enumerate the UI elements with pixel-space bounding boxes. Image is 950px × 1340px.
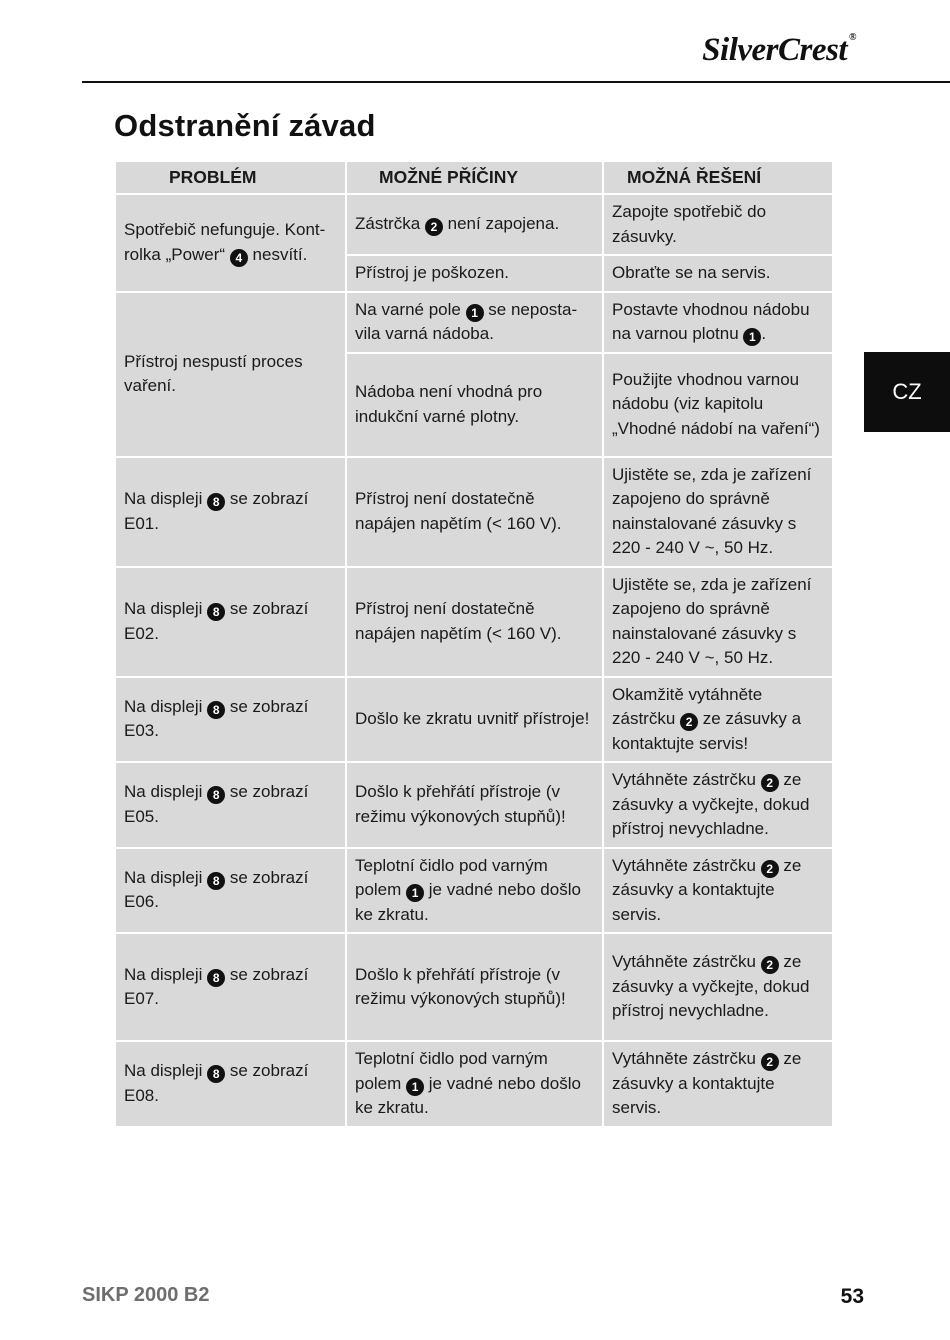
footer-model: SIKP 2000 B2: [82, 1284, 210, 1306]
table-row: [116, 458, 832, 566]
problem-cell: Na displeji 8 se zobrazí E08.: [116, 1042, 345, 1126]
header-solutions: MOŽNÁ ŘEŠENÍ: [604, 162, 832, 193]
cause-cell: Přístroj není dostatečně napájen napětím (< 160 V).: [347, 458, 602, 566]
solution-cell: Vytáhněte zástrčku 2 ze zásuvky a kontaktujte servis.: [604, 1042, 832, 1126]
solution-cell: Obraťte se na servis.: [604, 256, 832, 291]
reference-number-icon: 8: [207, 493, 225, 511]
brand-name: SilverCrest: [702, 32, 848, 68]
reference-number-icon: 2: [761, 956, 779, 974]
cause-cell: Teplotní čidlo pod varným polem 1 je vadné nebo došlo ke zkratu.: [347, 849, 602, 933]
table-row: [116, 195, 832, 254]
reference-number-icon: 2: [680, 713, 698, 731]
problem-cell: Spotřebič nefunguje. Kont-rolka „Power“ 4 nesvítí.: [116, 195, 345, 291]
header-causes: MOŽNÉ PŘÍČINY: [347, 162, 602, 193]
table-row: [116, 849, 832, 933]
problem-cell: Na displeji 8 se zobrazí E07.: [116, 934, 345, 1040]
cause-cell: Došlo k přehřátí přístroje (v režimu výkonových stupňů)!: [347, 934, 602, 1040]
table-row: [116, 1042, 832, 1126]
reference-number-icon: 2: [761, 860, 779, 878]
reference-number-icon: 2: [761, 774, 779, 792]
page-title: Odstranění závad: [114, 108, 376, 143]
reference-number-icon: 8: [207, 786, 225, 804]
table-row: [116, 934, 832, 1040]
cause-cell: Přístroj je poškozen.: [347, 256, 602, 291]
page-number: 53: [840, 1285, 864, 1308]
solution-cell: Postavte vhodnou nádobu na varnou plotnu 1 .: [604, 293, 832, 352]
reference-number-icon: 1: [466, 304, 484, 322]
table-row: [116, 763, 832, 847]
header-rule: [82, 81, 950, 83]
brand-logo: [702, 32, 856, 69]
problem-cell: Na displeji 8 se zobrazí E02.: [116, 568, 345, 676]
problem-cell: Na displeji 8 se zobrazí E06.: [116, 849, 345, 933]
reference-number-icon: 2: [761, 1053, 779, 1071]
reference-number-icon: 8: [207, 872, 225, 890]
solution-cell: Vytáhněte zástrčku 2 ze zásuvky a vyčkejte, dokud přístroj nevychladne.: [604, 934, 832, 1040]
reference-number-icon: 4: [230, 249, 248, 267]
solution-cell: Ujistěte se, zda je zařízení zapojeno do správně nainstalované zásuvky s 220 - 240 V ~, 50 Hz.: [604, 458, 832, 566]
language-tab: CZ: [864, 352, 950, 432]
cause-cell: Došlo k přehřátí přístroje (v režimu výkonových stupňů)!: [347, 763, 602, 847]
reference-number-icon: 8: [207, 1065, 225, 1083]
reference-number-icon: 1: [743, 328, 761, 346]
solution-cell: Zapojte spotřebič do zásuvky.: [604, 195, 832, 254]
cause-cell: Došlo ke zkratu uvnitř přístroje!: [347, 678, 602, 762]
table-row: [116, 678, 832, 762]
reference-number-icon: 1: [406, 1078, 424, 1096]
cause-cell: Přístroj není dostatečně napájen napětím (< 160 V).: [347, 568, 602, 676]
solution-cell: Okamžitě vytáhněte zástrčku 2 ze zásuvky a kontaktujte servis!: [604, 678, 832, 762]
cause-cell: Nádoba není vhodná pro indukční varné plotny.: [347, 354, 602, 456]
reference-number-icon: 8: [207, 969, 225, 987]
solution-cell: Vytáhněte zástrčku 2 ze zásuvky a vyčkejte, dokud přístroj nevychladne.: [604, 763, 832, 847]
registered-mark: ®: [849, 32, 856, 43]
problem-cell: Přístroj nespustí proces vaření.: [116, 293, 345, 456]
problem-cell: Na displeji 8 se zobrazí E05.: [116, 763, 345, 847]
reference-number-icon: 8: [207, 603, 225, 621]
table-row: [116, 568, 832, 676]
troubleshooting-table: [114, 160, 834, 1128]
cause-cell: Zástrčka 2 není zapojena.: [347, 195, 602, 254]
table-header-row: [116, 162, 832, 193]
solution-cell: Vytáhněte zástrčku 2 ze zásuvky a kontaktujte servis.: [604, 849, 832, 933]
problem-cell: Na displeji 8 se zobrazí E01.: [116, 458, 345, 566]
cause-cell: Na varné pole 1 se neposta-vila varná nádoba.: [347, 293, 602, 352]
header-problem: PROBLÉM: [116, 162, 345, 193]
reference-number-icon: 8: [207, 701, 225, 719]
solution-cell: Použijte vhodnou varnou nádobu (viz kapitolu „Vhodné nádobí na vaření“): [604, 354, 832, 456]
cause-cell: Teplotní čidlo pod varným polem 1 je vadné nebo došlo ke zkratu.: [347, 1042, 602, 1126]
table-row: [116, 293, 832, 352]
solution-cell: Ujistěte se, zda je zařízení zapojeno do správně nainstalované zásuvky s 220 - 240 V ~, 50 Hz.: [604, 568, 832, 676]
reference-number-icon: 1: [406, 884, 424, 902]
reference-number-icon: 2: [425, 218, 443, 236]
problem-cell: Na displeji 8 se zobrazí E03.: [116, 678, 345, 762]
